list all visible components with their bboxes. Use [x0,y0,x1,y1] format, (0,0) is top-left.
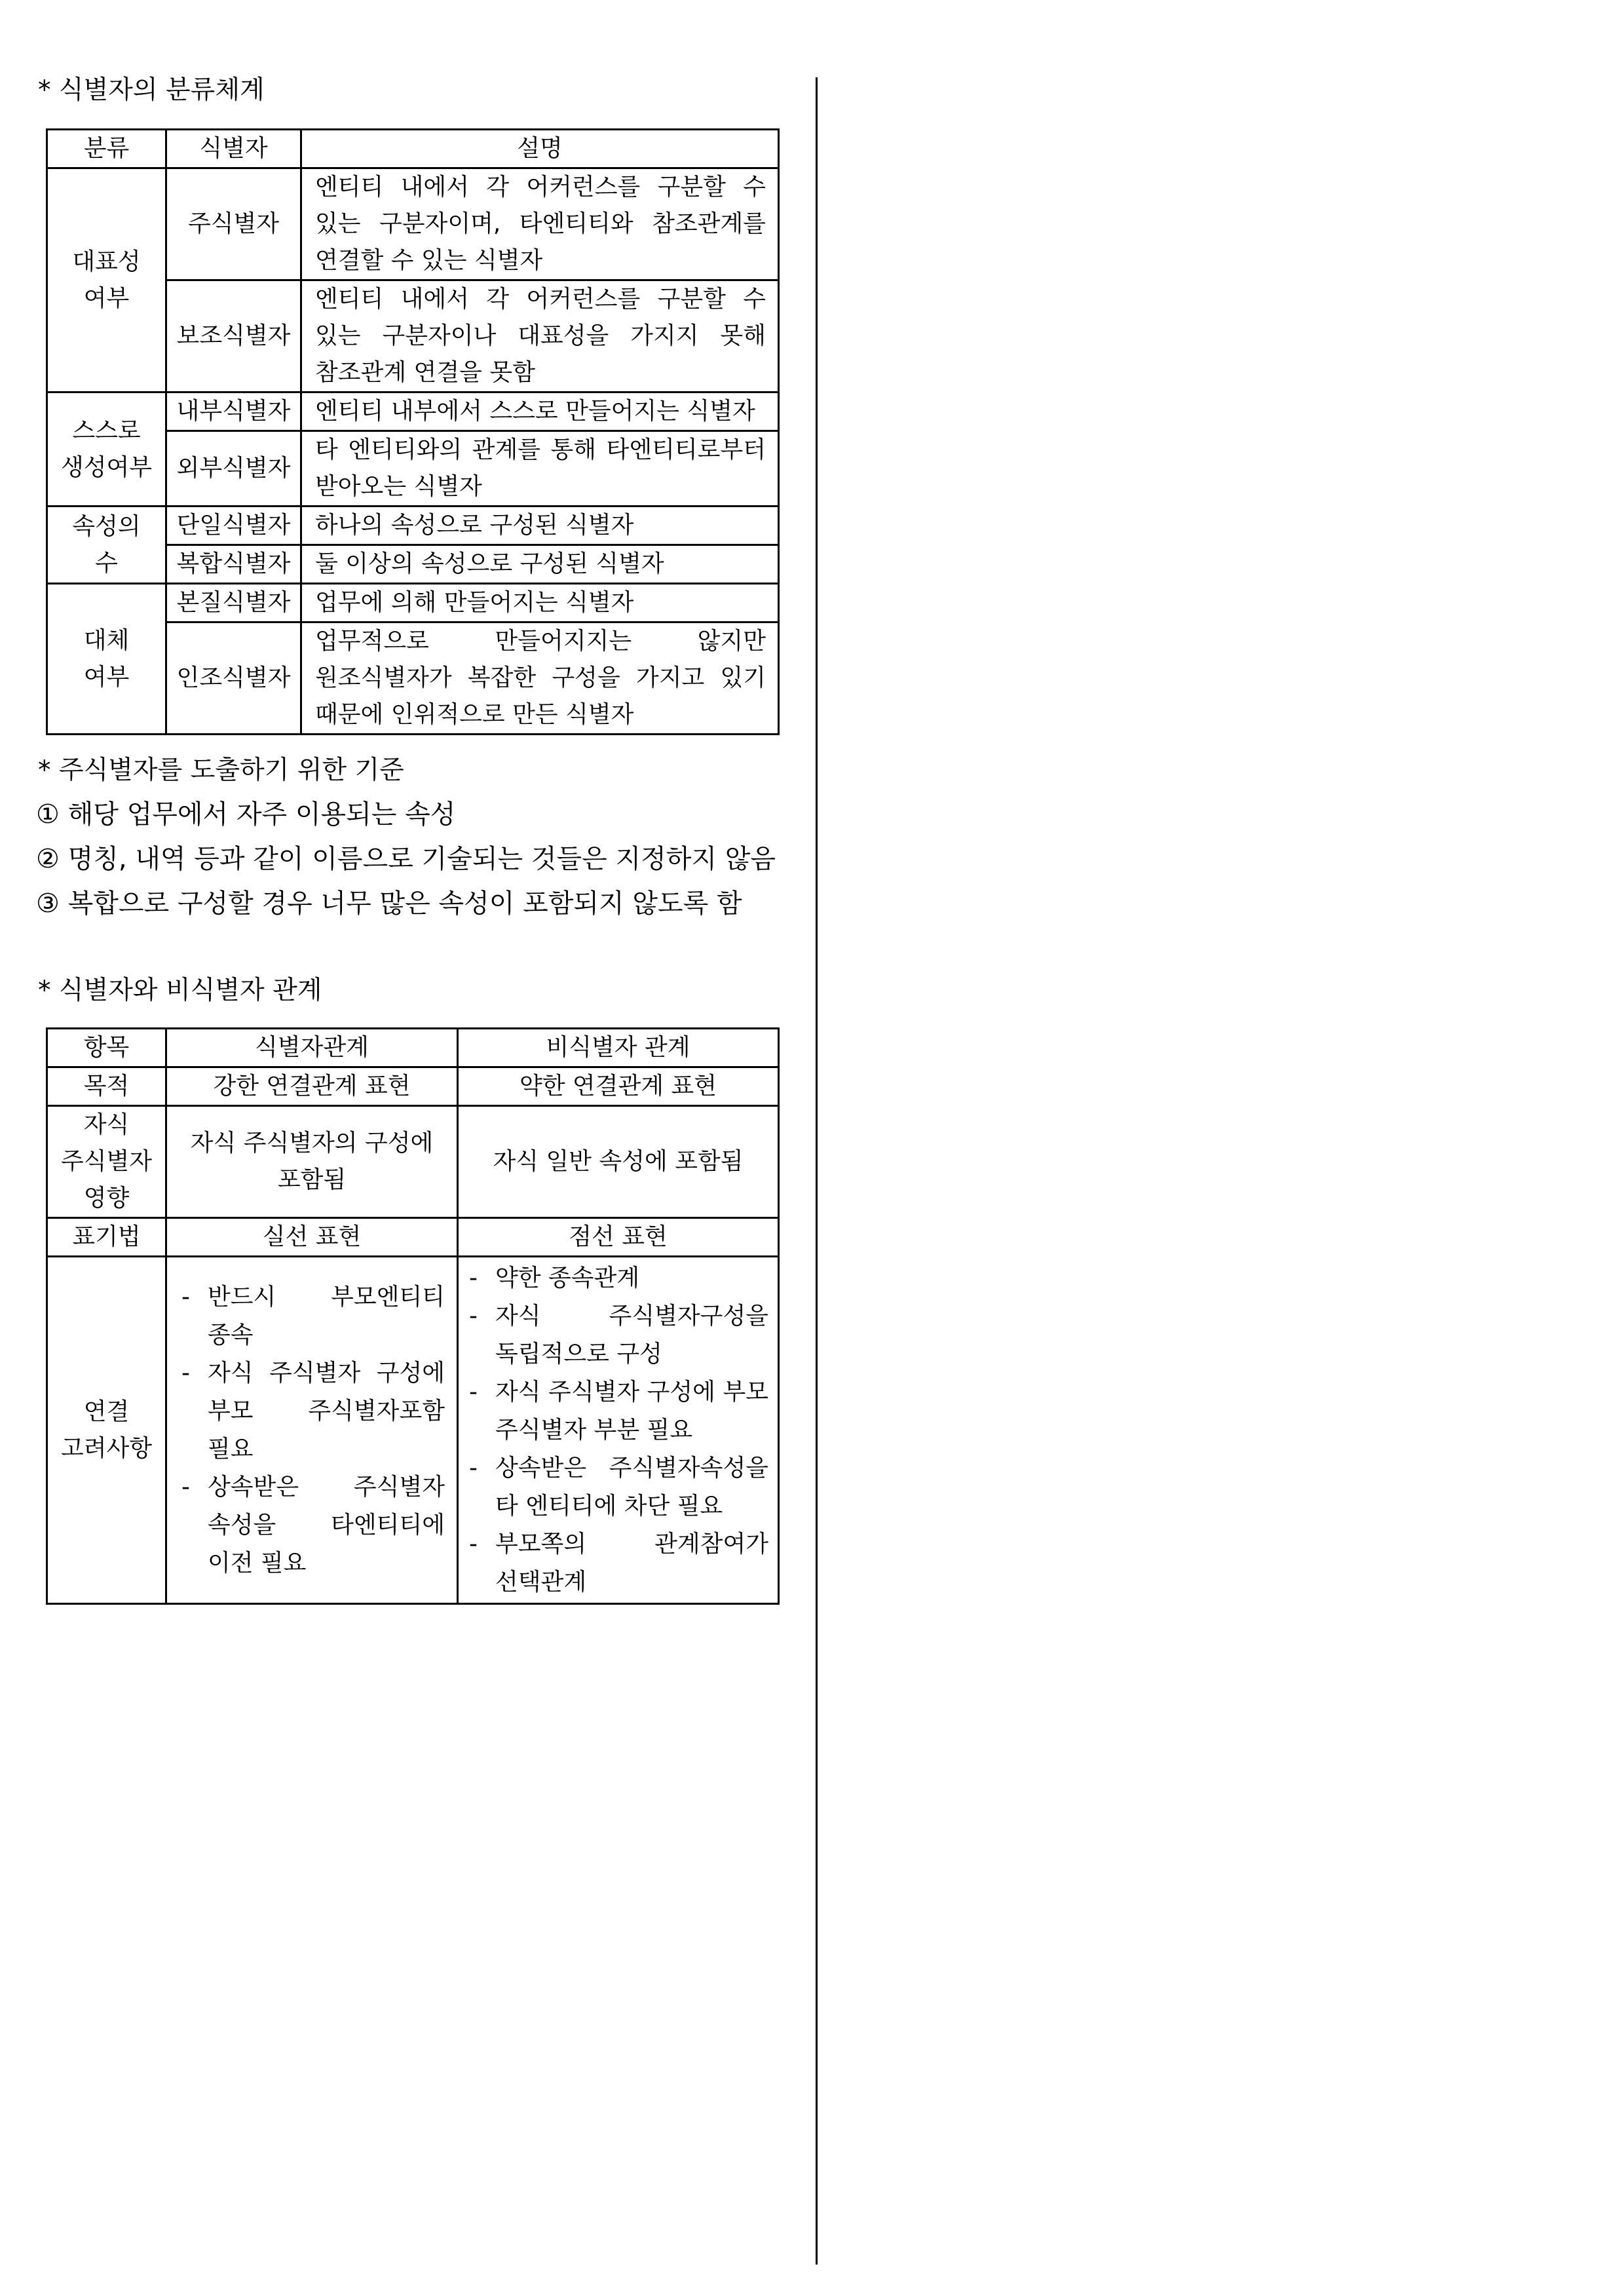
list-item: - 자식 주식별자 구성에 부모 주식별자 부분 필요 [469,1373,768,1449]
list-item: - 자식 주식별자 구성에 부모 주식별자포함 필요 [181,1354,445,1468]
identifying-considerations-cell [166,1257,458,1604]
column-header: 설명 [301,130,779,168]
column-header: 식별자관계 [166,1029,458,1067]
non-identifying-cell: 점선 표현 [458,1218,779,1257]
item-cell: 목적 [47,1067,166,1106]
table-row [47,168,779,280]
category-cell: 대체 여부 [47,584,166,735]
identifying-cell: 강한 연결관계 표현 [166,1067,458,1106]
description-cell: 업무에 의해 만들어지는 식별자 [301,584,779,622]
list-item: - 상속받은 주식별자 속성을 타엔티티에 이전 필요 [181,1468,445,1582]
description-cell: 타 엔티티와의 관계를 통해 타엔티티로부터 받아오는 식별자 [301,431,779,507]
description-cell: 하나의 속성으로 구성된 식별자 [301,507,779,545]
identifier-cell: 복합식별자 [166,545,301,584]
identifying-cell: 실선 표현 [166,1218,458,1257]
identifier-cell: 주식별자 [166,168,301,280]
table-header-row [47,130,779,168]
identifier-cell: 내부식별자 [166,392,301,431]
identifier-classification-table [46,128,780,735]
criteria-item: ① 해당 업무에서 자주 이용되는 속성 [36,799,456,830]
column-divider [816,77,818,2265]
list-item: - 부모쪽의 관계참여가 선택관계 [469,1525,768,1601]
relationship-comparison-table [46,1027,780,1605]
identifying-cell: 자식 주식별자의 구성에 포함됨 [166,1106,458,1218]
identifier-cell: 보조식별자 [166,280,301,392]
description-cell: 엔티티 내부에서 스스로 만들어지는 식별자 [301,392,779,431]
section-heading-identifying-relationship: * 식별자와 비식별자 관계 [38,976,322,1005]
description-cell: 둘 이상의 속성으로 구성된 식별자 [301,545,779,584]
non-identifying-cell: 자식 일반 속성에 포함됨 [458,1106,779,1218]
list-item: - 자식 주식별자구성을 독립적으로 구성 [469,1297,768,1373]
list-item: - 상속받은 주식별자속성을 타 엔티티에 차단 필요 [469,1449,768,1525]
description-cell: 엔티티 내에서 각 어커런스를 구분할 수 있는 구분자이며, 타엔티티와 참조관계를 연결할 수 있는 식별자 [301,168,779,280]
non-identifying-cell: 약한 연결관계 표현 [458,1067,779,1106]
table-row [47,392,779,431]
table-row [47,584,779,622]
identifier-cell: 단일식별자 [166,507,301,545]
criteria-item: ② 명칭, 내역 등과 같이 이름으로 기술되는 것들은 지정하지 않음 [36,844,776,874]
item-cell: 표기법 [47,1218,166,1257]
column-header: 항목 [47,1029,166,1067]
table-row [47,1067,779,1106]
list-item: - 반드시 부모엔티티 종속 [181,1278,445,1354]
description-cell: 엔티티 내에서 각 어커런스를 구분할 수 있는 구분자이나 대표성을 가지지 못해 참조관계 연결을 못함 [301,280,779,392]
list-item: - 약한 종속관계 [469,1259,768,1297]
identifier-cell: 본질식별자 [166,584,301,622]
column-header: 식별자 [166,130,301,168]
description-cell: 업무적으로 만들어지지는 않지만 원조식별자가 복잡한 구성을 가지고 있기 때문에 인위적으로 만든 식별자 [301,622,779,735]
category-cell: 스스로 생성여부 [47,392,166,507]
column-header: 분류 [47,130,166,168]
table-row [47,507,779,545]
section-heading-identifier-classification: * 식별자의 분류체계 [38,75,265,105]
table-row [47,1218,779,1257]
non-identifying-considerations-cell [458,1257,779,1604]
category-cell: 대표성 여부 [47,168,166,392]
item-cell: 자식 주식별자 영향 [47,1106,166,1218]
column-header: 비식별자 관계 [458,1029,779,1067]
category-cell: 속성의 수 [47,507,166,584]
table-row [47,1106,779,1218]
section-heading-primary-key-criteria: * 주식별자를 도출하기 위한 기준 [38,756,404,785]
identifier-cell: 인조식별자 [166,622,301,735]
criteria-item: ③ 복합으로 구성할 경우 너무 많은 속성이 포함되지 않도록 함 [36,889,742,919]
identifier-cell: 외부식별자 [166,431,301,507]
table-header-row [47,1029,779,1067]
item-cell: 연결 고려사항 [47,1257,166,1604]
table-row [47,1257,779,1604]
